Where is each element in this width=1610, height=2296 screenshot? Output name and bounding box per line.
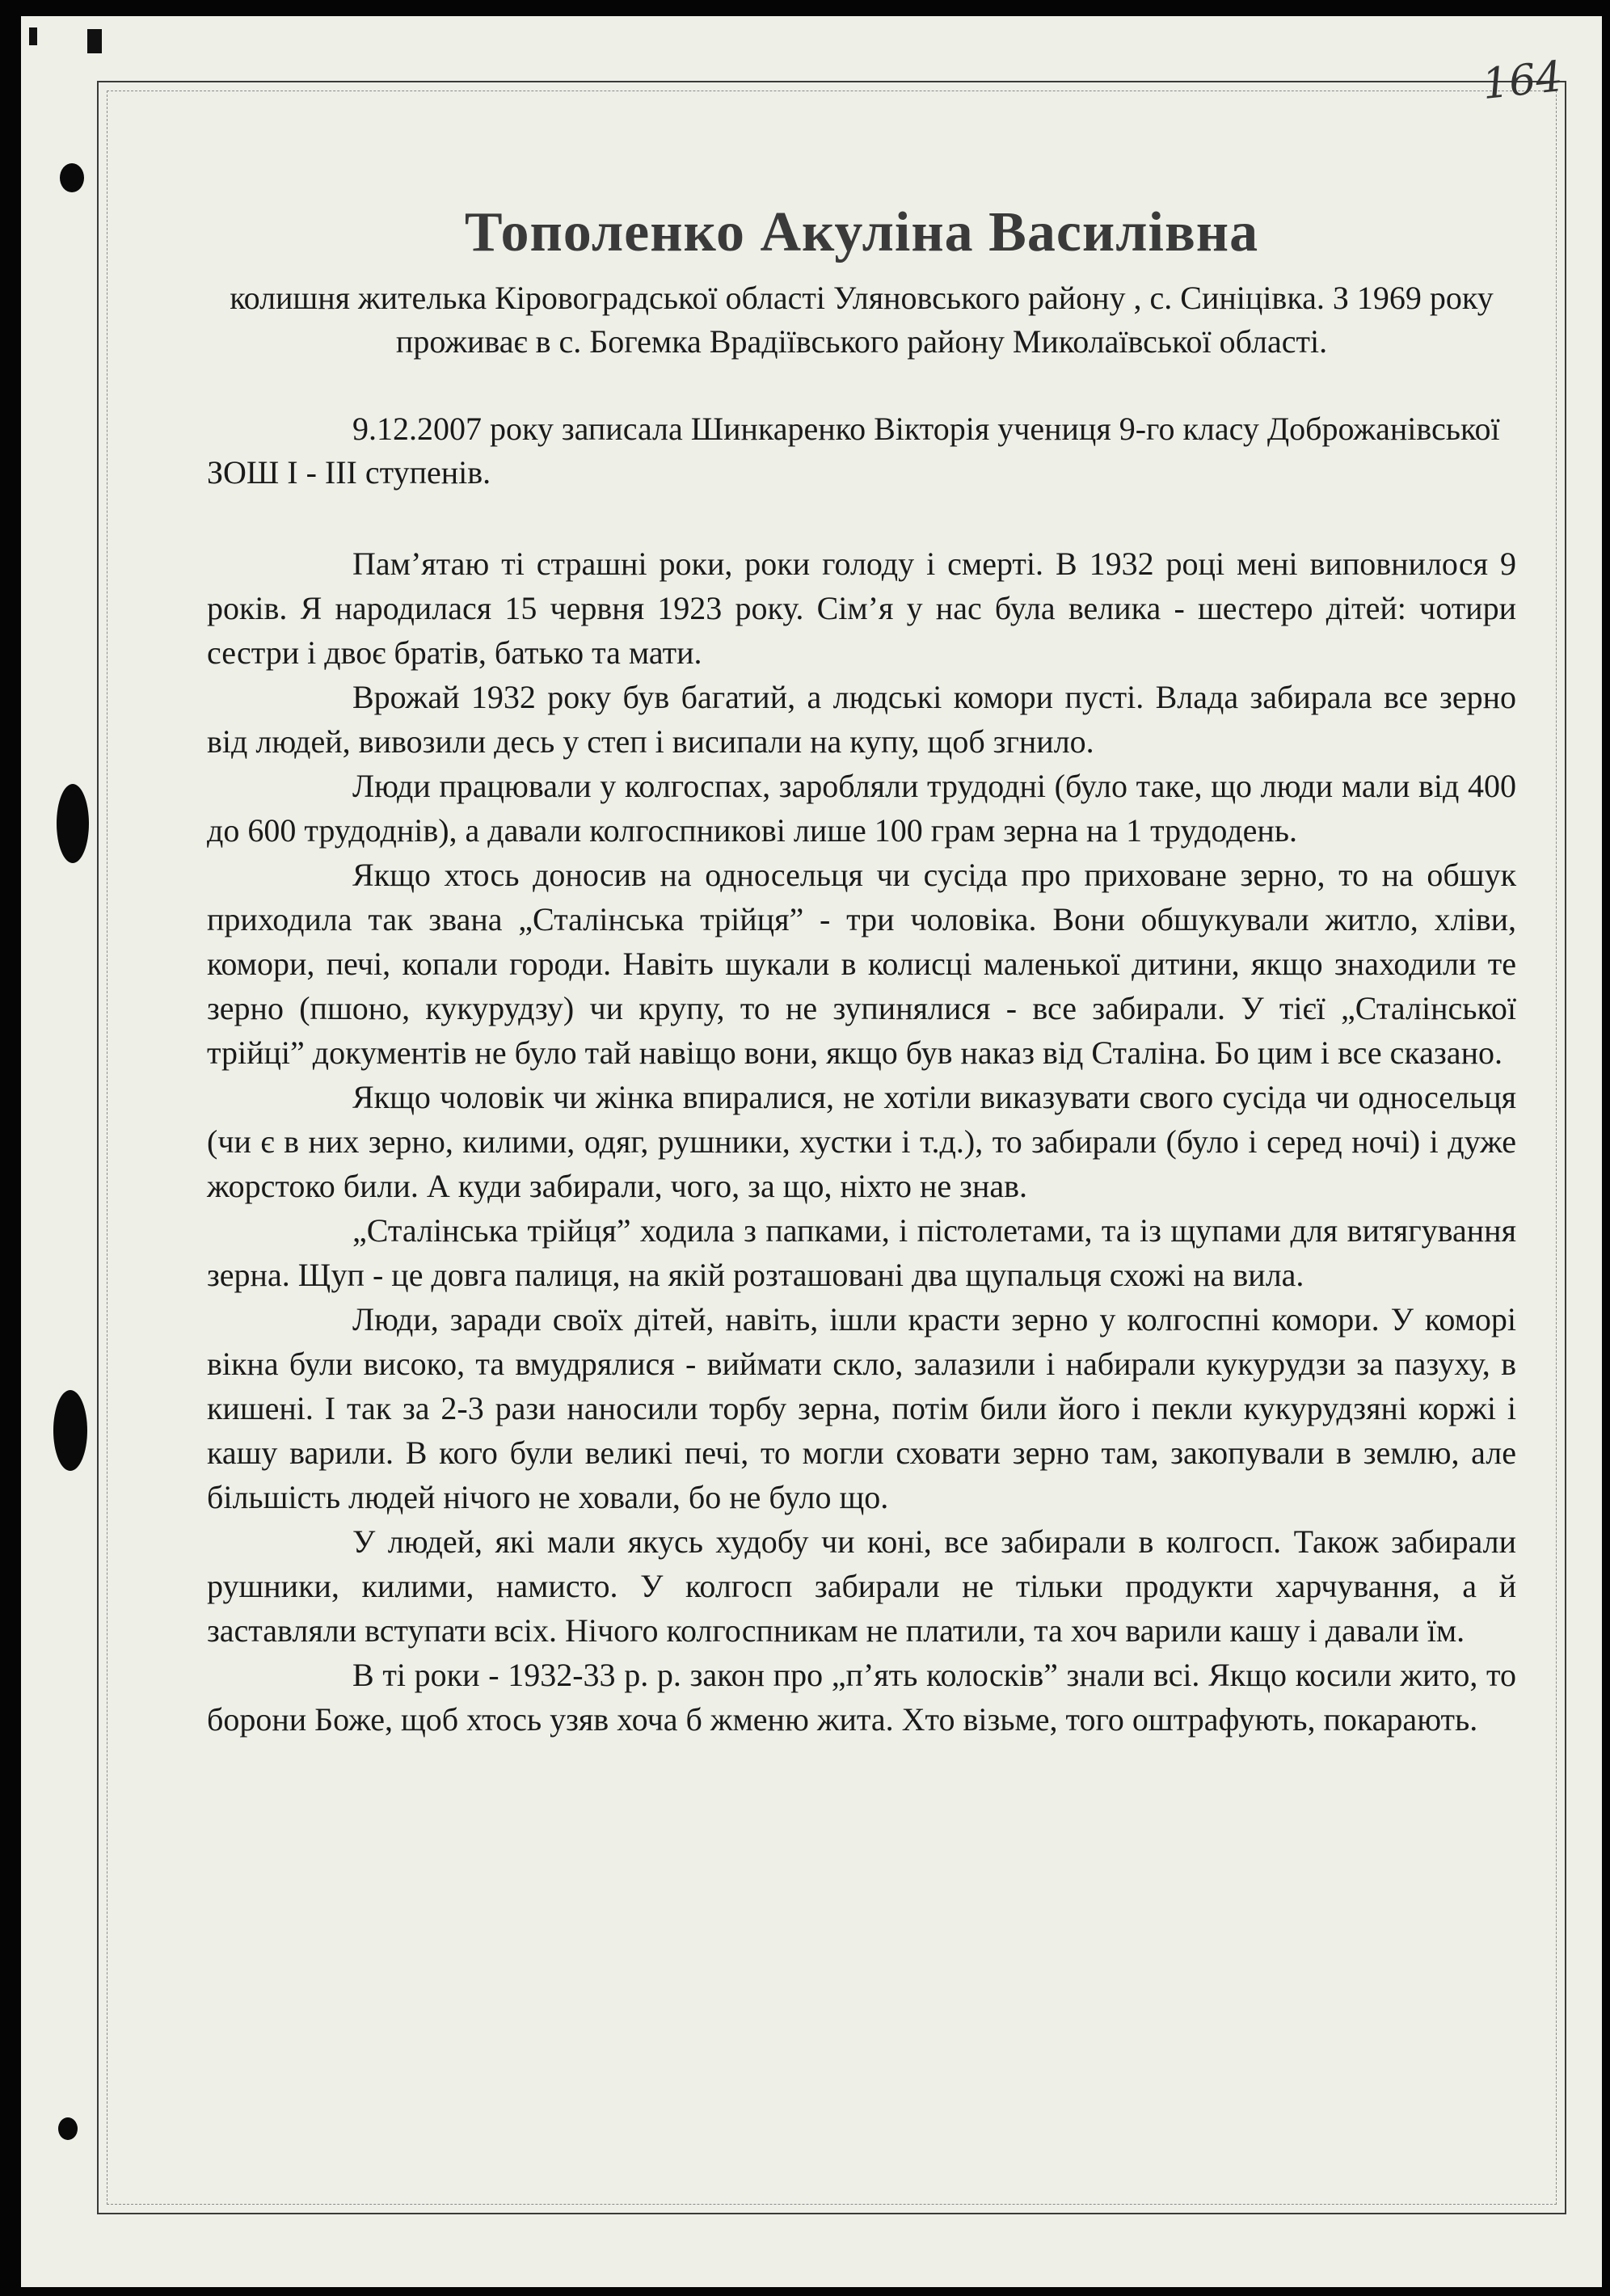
paragraph: „Сталінська трійця” ходила з папками, і пістолетами, та із щупами для витягування зерна. Щуп - це довга палиця, на якій розташовані два щупальця схожі на вила. — [207, 1212, 1516, 1293]
document-title: Тополенко Акуліна Василівна — [464, 201, 1259, 263]
paragraph: Люди працювали у колгоспах, заробляли трудодні (було таке, що люди мали від 400 до 600 трудоднів), а давали колгоспникові лише 100 грам зерна на 1 трудодень. — [207, 768, 1516, 849]
paragraph: Якщо чоловік чи жінка впиралися, не хотіли виказувати свого сусіда чи односельця (чи є в них зерно, килими, одяг, рушники, хустки і т.д.), то забирали (було і серед ночі) і дуже жорстоко били. А куди забирали, чого, за що, ніхто не знав. — [207, 1079, 1516, 1204]
scan-mark-top-left-2 — [87, 29, 102, 53]
paragraph: Пам’ятаю ті страшні роки, роки голоду і смерті. В 1932 році мені виповнилося 9 років. Я народилася 15 червня 1923 року. Сім’я у нас була велика - шестеро дітей: чотири сестри і двоє братів, батько та мати. — [207, 546, 1516, 671]
paragraph: В ті роки - 1932-33 р. р. закон про „п’ять колосків” знали всі. Якщо косили жито, то борони Боже, щоб хтось узяв хоча б жменю жита. Хто візьме, того оштрафують, покарають. — [207, 1657, 1516, 1738]
scan-mark-top-left — [29, 27, 37, 45]
punch-hole — [60, 163, 84, 192]
page-number: 164 — [1480, 52, 1566, 110]
document-page — [21, 16, 1602, 2287]
paragraph: Врожай 1932 року був багатий, а людські комори пусті. Влада забирала все зерно від людей, вивозили десь у степ і висипали на купу, щоб згнило. — [207, 679, 1516, 760]
paragraph: Якщо хтось доносив на односельця чи сусіда про приховане зерно, то на обшук приходила так звана „Сталінська трійця” - три чоловіка. Вони обшукували житло, хліви, комори, печі, копали городи. Навіть шукали в колисці маленької дитини, якщо знаходили те зерно (пшоно, кукурудзу) чи крупу, то не зупинялися - все забирали. У тієї „Сталінської трійці” документів не було тай навіщо вони, якщо був наказ від Сталіна. Бо цим і все сказано. — [207, 857, 1516, 1071]
document-subtitle: колишня жителька Кіровоградської області Уляновського району , с. Синіцівка. З 1969 року проживає в с. Богемка Врадіївського району Миколаївської області. — [230, 280, 1494, 360]
recorded-note: 9.12.2007 року записала Шинкаренко Вікторія учениця 9-го класу Доброжанівської ЗОШ І - ІІІ ступенів. — [207, 411, 1500, 491]
punch-hole — [58, 2117, 78, 2140]
paragraph: У людей, які мали якусь худобу чи коні, все забирали в колгосп. Також забирали рушники, килими, намисто. У колгосп забирали не тільки продукти харчування, а й заставляли вступати всіх. Нічого колгоспникам не платили, та хоч варили кашу і давали їм. — [207, 1523, 1516, 1649]
document-content — [207, 200, 1516, 1742]
punch-hole — [53, 1390, 87, 1471]
punch-hole — [57, 784, 89, 863]
paragraph: Люди, заради своїх дітей, навіть, ішли красти зерно у колгоспні комори. У коморі вікна були високо, та вмудрялися - виймати скло, залазили і набирали кукурудзи за пазуху, в кишені. І так за 2-3 рази наносили торбу зерна, потім били його і пекли кукурудзяні коржі і кашу варили. В кого були великі печі, то могли сховати зерно там, закопували в землю, але більшість людей нічого не ховали, бо не було що. — [207, 1301, 1516, 1515]
